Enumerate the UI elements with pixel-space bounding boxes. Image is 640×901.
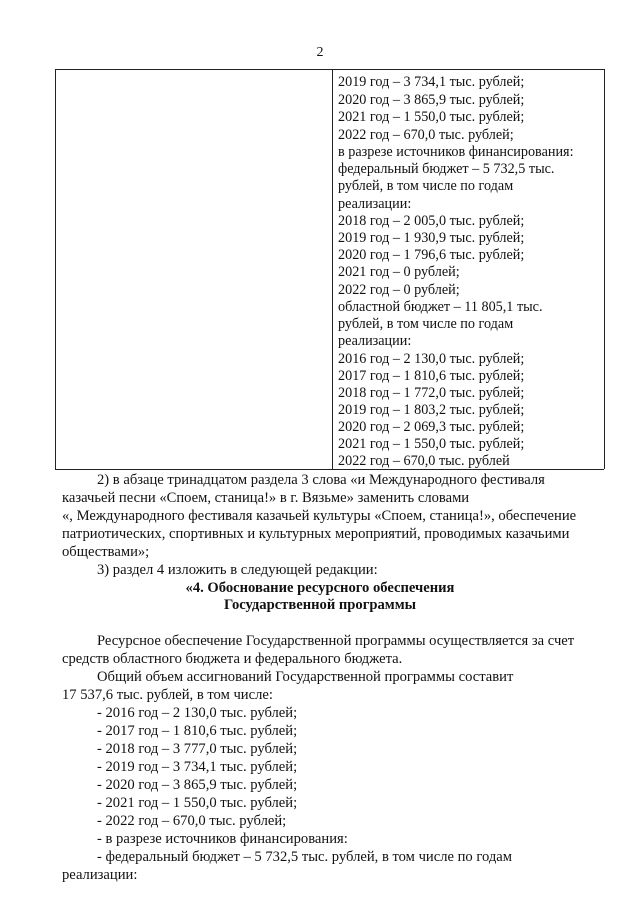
text-line: патриотических, спортивных и культурных мероприятий, проводимых казачьими: [62, 526, 570, 542]
cell-line: 2021 год – 1 550,0 тыс. рублей;: [338, 109, 525, 125]
text-line: обществами»;: [62, 544, 150, 560]
cell-line: 2020 год – 3 865,9 тыс. рублей;: [338, 92, 525, 108]
table-top-border: [55, 69, 604, 70]
cell-line: 2019 год – 3 734,1 тыс. рублей;: [338, 74, 525, 90]
list-item: - 2021 год – 1 550,0 тыс. рублей;: [97, 795, 298, 811]
text-line: казачьей песни «Споем, станица!» в г. Вязьме» заменить словами: [62, 490, 470, 506]
cell-line: 2017 год – 1 810,6 тыс. рублей;: [338, 368, 525, 384]
list-item: - 2017 год – 1 810,6 тыс. рублей;: [97, 723, 298, 739]
cell-line: 2022 год – 670,0 тыс. рублей: [338, 453, 510, 469]
list-item: - 2016 год – 2 130,0 тыс. рублей;: [97, 705, 298, 721]
cell-line: реализации:: [338, 333, 412, 349]
cell-line: 2021 год – 1 550,0 тыс. рублей;: [338, 436, 525, 452]
section-title-line-2: Государственной программы: [223, 597, 417, 613]
section-title-line-1: «4. Обоснование ресурсного обеспечения: [185, 580, 455, 596]
cell-line: 2022 год – 670,0 тыс. рублей;: [338, 127, 514, 143]
cell-line: 2016 год – 2 130,0 тыс. рублей;: [338, 351, 525, 367]
list-item: - 2018 год – 3 777,0 тыс. рублей;: [97, 741, 298, 757]
cell-line: 2019 год – 1 803,2 тыс. рублей;: [338, 402, 525, 418]
cell-line: 2021 год – 0 рублей;: [338, 264, 460, 280]
cell-line: 2018 год – 2 005,0 тыс. рублей;: [338, 213, 525, 229]
text-line: реализации:: [62, 867, 138, 883]
cell-line: 2020 год – 1 796,6 тыс. рублей;: [338, 247, 525, 263]
text-line: Общий объем ассигнований Государственной программы составит: [97, 669, 514, 685]
item-3-line: 3) раздел 4 изложить в следующей редакции:: [97, 562, 378, 578]
list-item: - 2019 год – 3 734,1 тыс. рублей;: [97, 759, 298, 775]
cell-line: федеральный бюджет – 5 732,5 тыс.: [338, 161, 555, 177]
table-left-border: [55, 69, 56, 469]
table-bottom-border: [55, 469, 604, 470]
cell-line: рублей, в том числе по годам: [338, 178, 514, 194]
table-column-divider: [332, 69, 333, 469]
cell-line: 2018 год – 1 772,0 тыс. рублей;: [338, 385, 525, 401]
text-line: средств областного бюджета и федерального бюджета.: [62, 651, 403, 667]
cell-line: рублей, в том числе по годам: [338, 316, 514, 332]
cell-line: 2022 год – 0 рублей;: [338, 282, 460, 298]
text-line: Ресурсное обеспечение Государственной программы осуществляется за счет: [97, 633, 575, 649]
text-line: 17 537,6 тыс. рублей, в том числе:: [62, 687, 273, 703]
text-line: 2) в абзаце тринадцатом раздела 3 слова «и Международного фестиваля: [97, 472, 545, 488]
cell-line: реализации:: [338, 196, 412, 212]
cell-line: в разрезе источников финансирования:: [338, 144, 574, 160]
page-number: 2: [316, 45, 324, 60]
text-line: «, Международного фестиваля казачьей культуры «Споем, станица!», обеспечение: [62, 508, 577, 524]
sources-line: - в разрезе источников финансирования:: [97, 831, 348, 847]
cell-line: областной бюджет – 11 805,1 тыс.: [338, 299, 543, 315]
list-item: - 2020 год – 3 865,9 тыс. рублей;: [97, 777, 298, 793]
cell-line: 2019 год – 1 930,9 тыс. рублей;: [338, 230, 525, 246]
table-right-border: [604, 69, 605, 469]
cell-line: 2020 год – 2 069,3 тыс. рублей;: [338, 419, 525, 435]
text-line: - федеральный бюджет – 5 732,5 тыс. рублей, в том числе по годам: [97, 849, 512, 865]
list-item: - 2022 год – 670,0 тыс. рублей;: [97, 813, 287, 829]
